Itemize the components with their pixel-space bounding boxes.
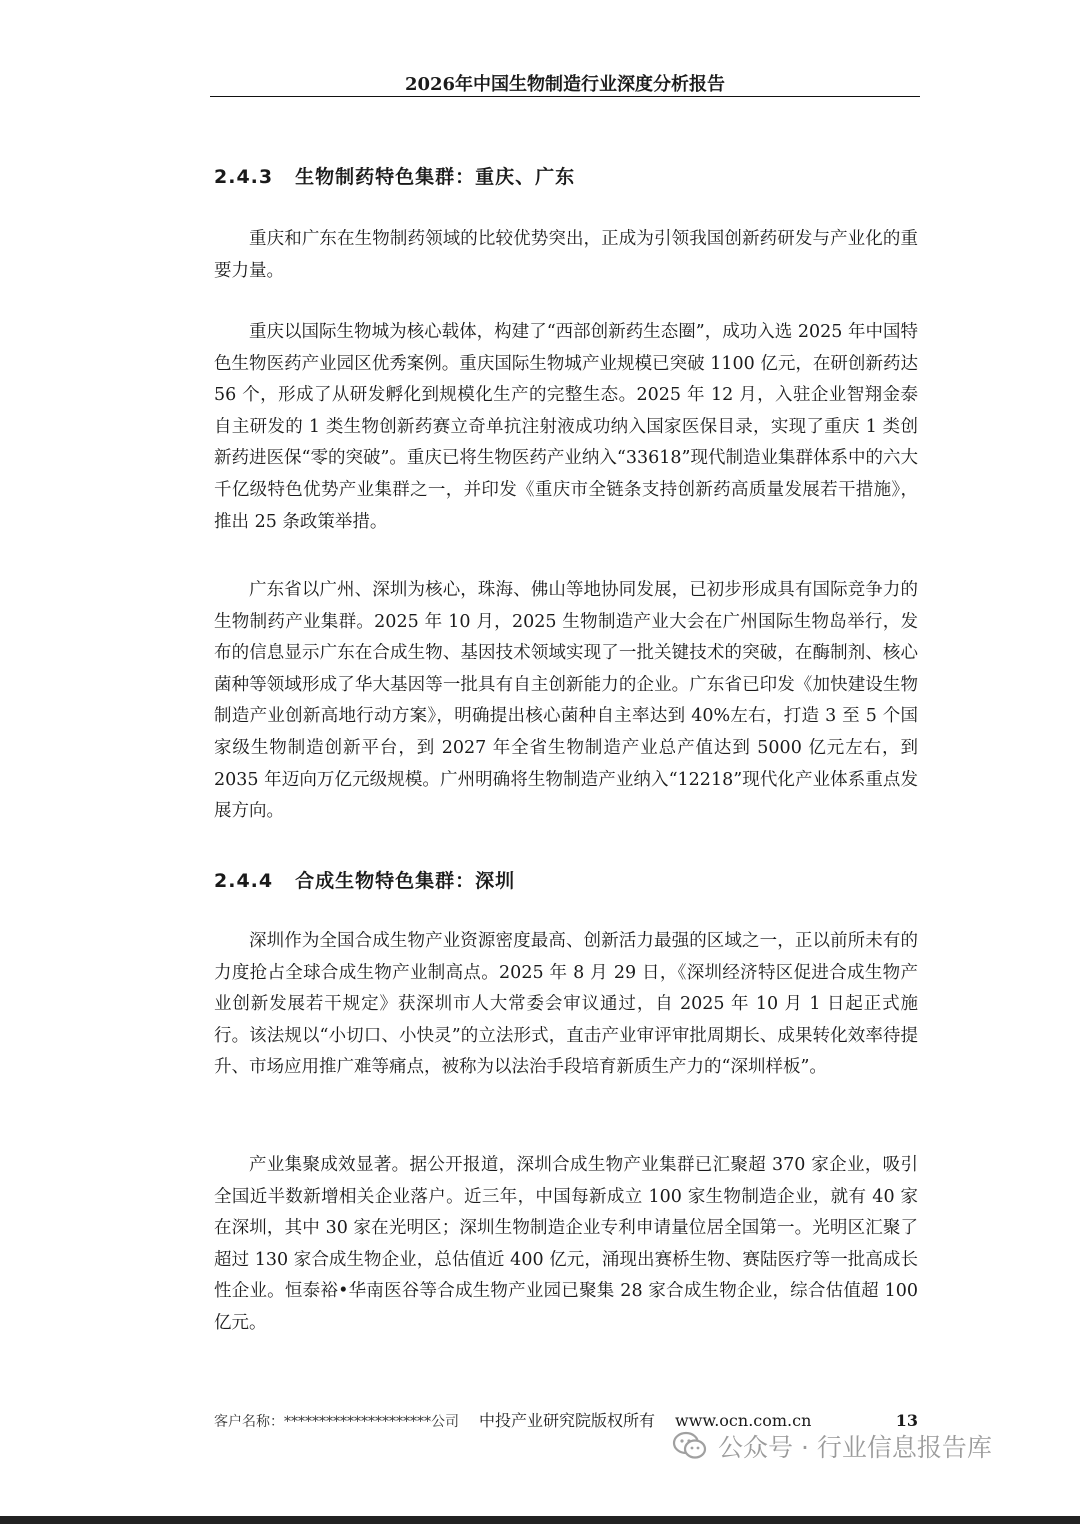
section-number: 2.4.4 bbox=[214, 870, 274, 892]
section-heading-2-4-4 bbox=[214, 866, 914, 893]
footer-website: www.ocn.com.cn bbox=[675, 1411, 812, 1430]
watermark-text: 公众号 · 行业信息报告库 bbox=[718, 1433, 992, 1462]
page-header-title: 2026年中国生物制造行业深度分析报告 bbox=[404, 74, 726, 95]
wechat-watermark bbox=[672, 1426, 992, 1466]
paragraph: 产业集聚成效显著。据公开报道，深圳合成生物产业集群已汇聚超 370 家企业，吸引全国近半数新增相关企业落户。近三年，中国每新成立 100 家生物制造企业，就有 40 家在深圳，其中 30 家在光明区；深圳生物制造企业专利申请量位居全国第一。光明区汇聚了超过 130 家合成生物企业，总估值近 400 亿元，涌现出赛桥生物、赛陆医疗等一批高成长性企业。恒泰裕•华南医谷等合成生物产业园已聚集 28 家合成生物企业，综合估值超 100 亿元。 bbox=[214, 1155, 918, 1333]
paragraph: 广东省以广州、深圳为核心，珠海、佛山等地协同发展，已初步形成具有国际竞争力的生物制药产业集群。2025 年 10 月，2025 生物制造产业大会在广州国际生物岛举行，发布的信息显示广东在合成生物、基因技术领域实现了一批关键技术的突破，在酶制剂、核心菌种等领域形成了华大基因等一批具有自主创新能力的企业。广东省已印发《加快建设生物制造产业创新高地行动方案》，明确提出核心菌种自主率达到 40%左右，打造 3 至 5 个国家级生物制造创新平台，到 2027 年全省生物制造产业总产值达到 5000 亿元左右，到 2035 年迈向万亿元级规模。广州明确将生物制造产业纳入“12218”现代化产业体系重点发展方向。 bbox=[214, 580, 918, 822]
bottom-border bbox=[0, 1516, 1080, 1524]
section-title: 合成生物特色集群：深圳 bbox=[295, 870, 516, 892]
page-number: 13 bbox=[895, 1411, 918, 1430]
header-rule bbox=[210, 96, 920, 97]
footer-copyright: 中投产业研究院版权所有 bbox=[479, 1411, 656, 1430]
paragraph: 深圳作为全国合成生物产业资源密度最高、创新活力最强的区域之一，正以前所未有的力度抢占全球合成生物产业制高点。2025 年 8 月 29 日，《深圳经济特区促进合成生物产业创新发展若干规定》获深圳市人大常委会审议通过，自 2025 年 10 月 1 日起正式施行。该法规以“小切口、小快灵”的立法形式，直击产业审评审批周期长、成果转化效率待提升、市场应用推广难等痛点，被称为以法治手段培育新质生产力的“深圳样板”。 bbox=[214, 931, 918, 1078]
footer-client: 客户名称：*********************公司 bbox=[214, 1414, 459, 1430]
section-title: 生物制药特色集群：重庆、广东 bbox=[295, 166, 576, 188]
section-heading-2-4-3 bbox=[214, 162, 914, 189]
wechat-icon bbox=[672, 1430, 708, 1462]
paragraph: 重庆以国际生物城为核心载体，构建了“西部创新药生态圈”，成功入选 2025 年中国特色生物医药产业园区优秀案例。重庆国际生物城产业规模已突破 1100 亿元，在研创新药达 56 个，形成了从研发孵化到规模化生产的完整生态。2025 年 12 月，入驻企业智翔金泰自主研发的 1 类生物创新药赛立奇单抗注射液成功纳入国家医保目录，实现了重庆 1 类创新药进医保“零的突破”。重庆已将生物医药产业纳入“33618”现代制造业集群体系中的六大千亿级特色优势产业集群之一，并印发《重庆市全链条支持创新药高质量发展若干措施》，推出 25 条政策举措。 bbox=[214, 322, 918, 532]
paragraph: 重庆和广东在生物制药领域的比较优势突出，正成为引领我国创新药研发与产业化的重要力量。 bbox=[214, 229, 918, 281]
section-number: 2.4.3 bbox=[214, 166, 274, 188]
